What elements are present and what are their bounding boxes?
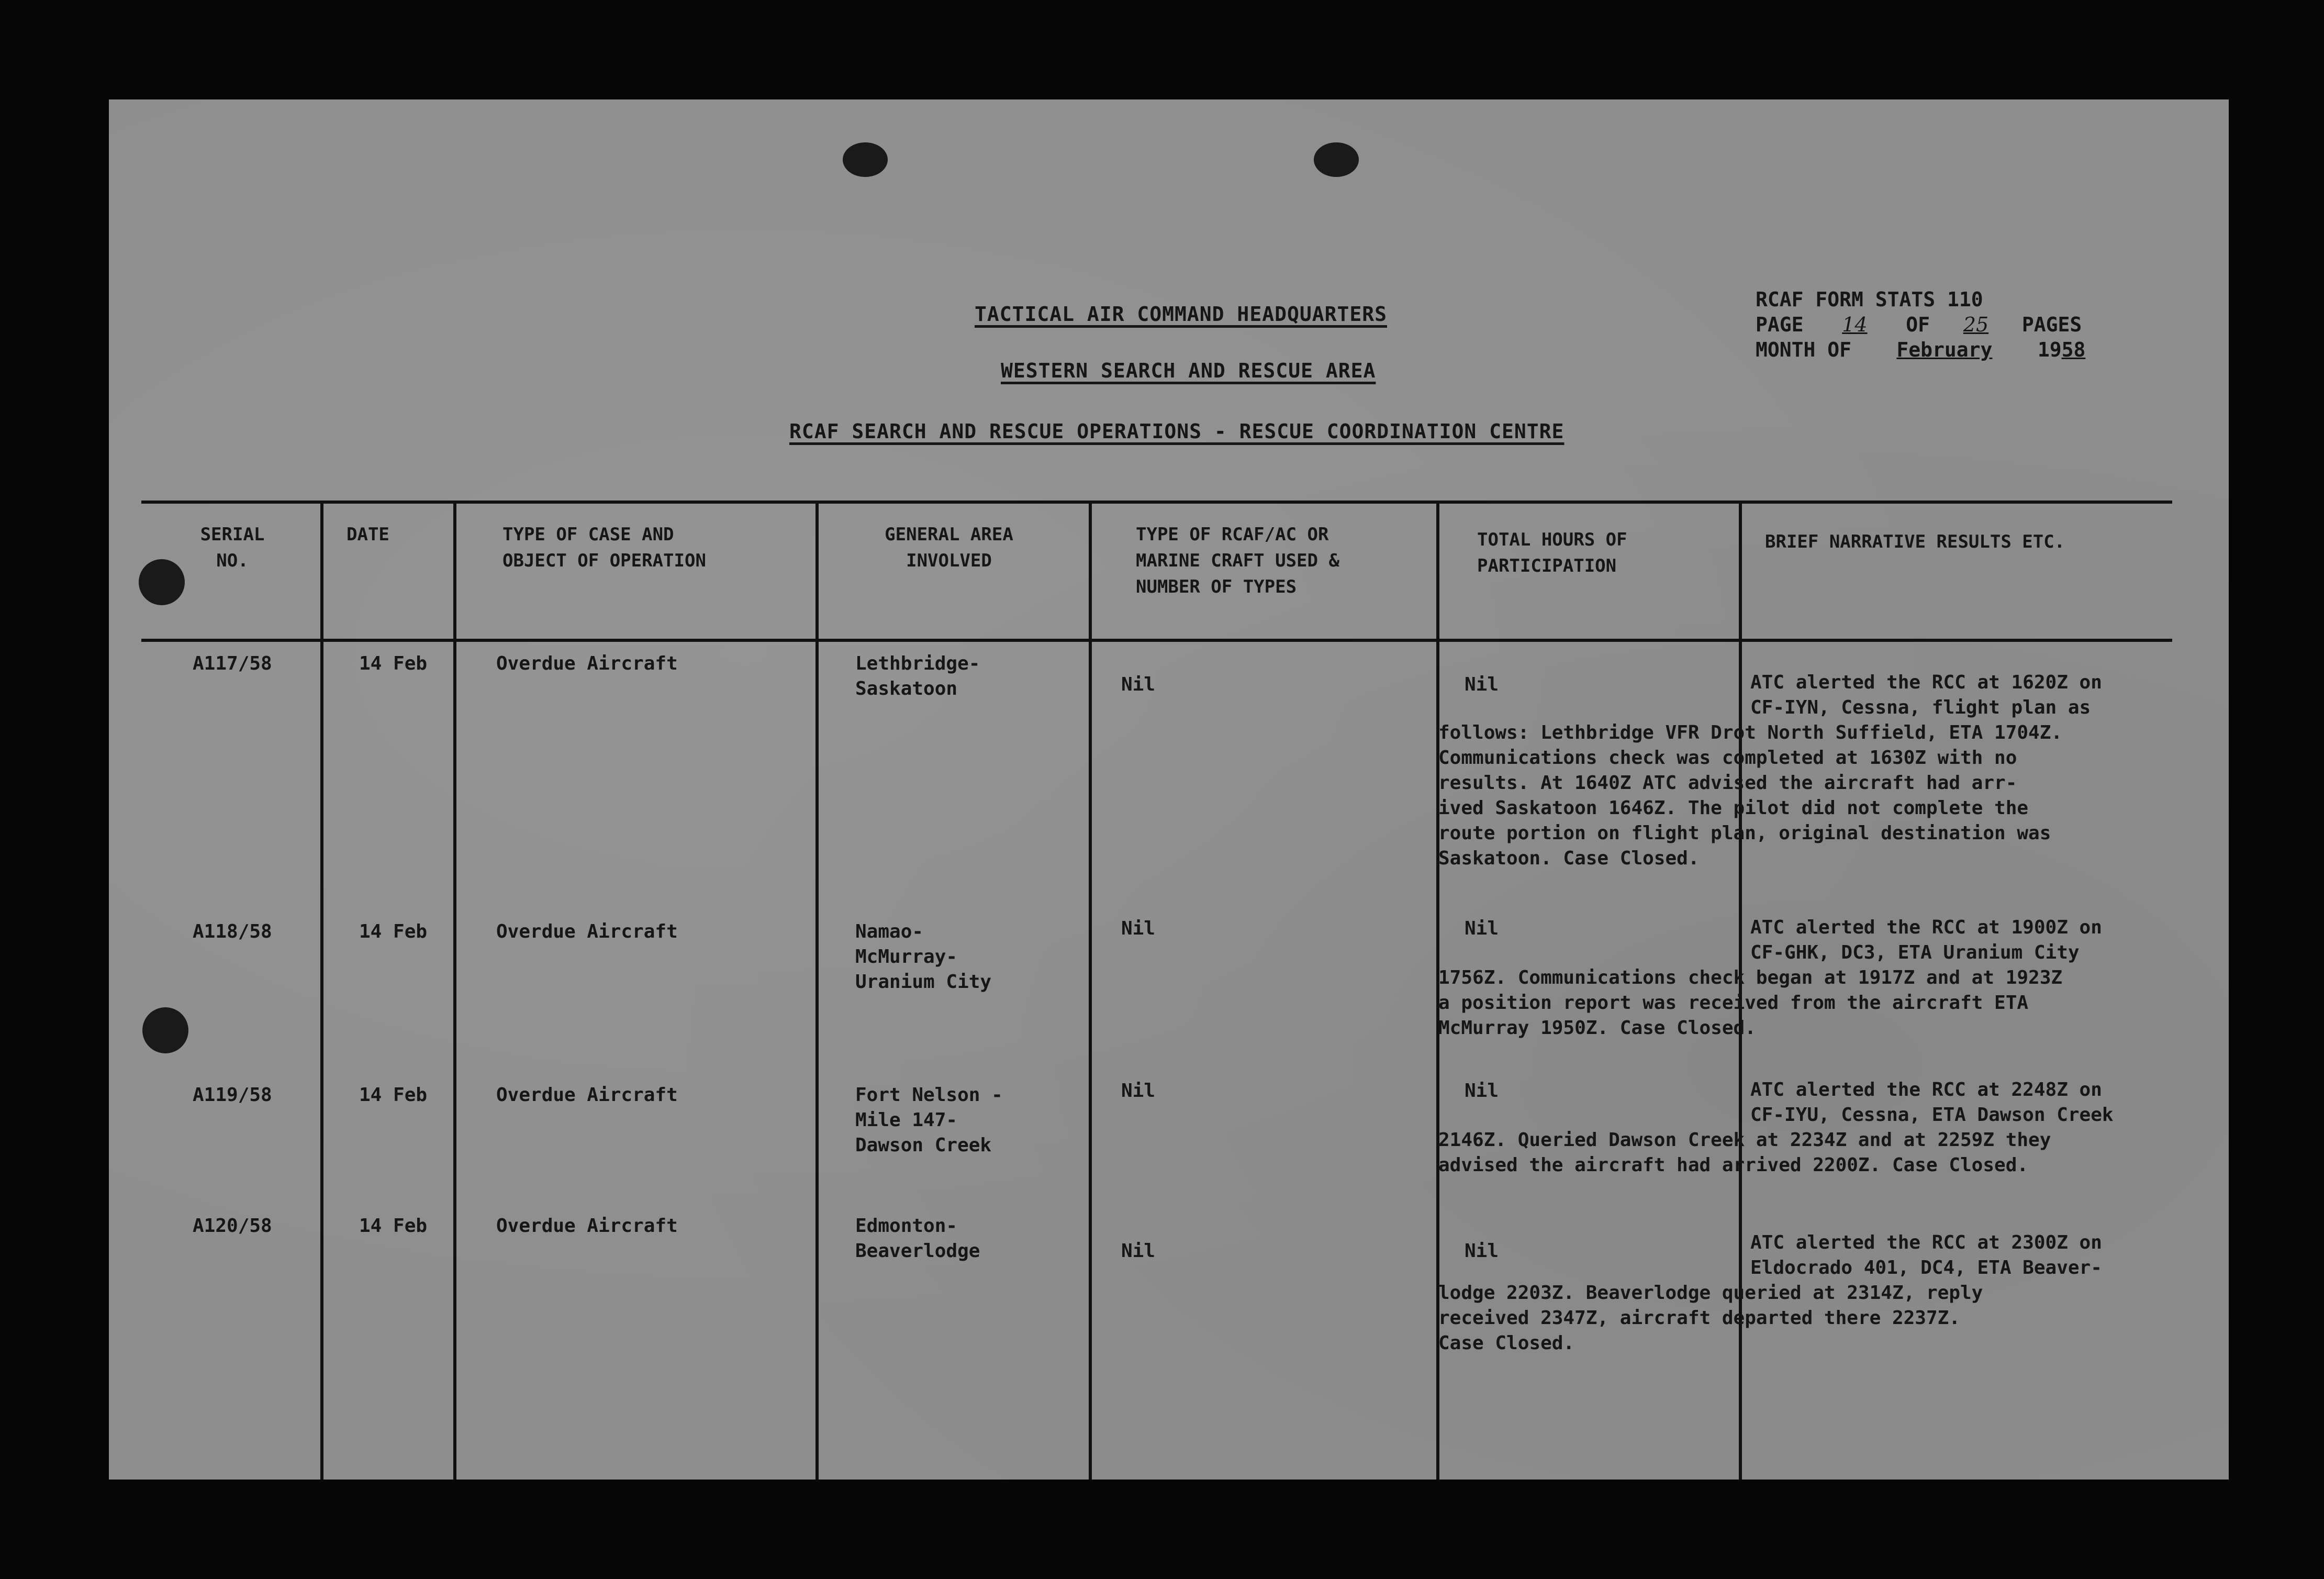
date: 14 Feb	[359, 1084, 428, 1106]
column-divider	[453, 501, 456, 1480]
narrative-head: ATC alerted the RCC at 2248Z on CF-IYU, Cessna, ETA Dawson Creek	[1750, 1079, 2114, 1126]
craft-used: Nil	[1121, 918, 1156, 939]
form-reference	[1756, 287, 2085, 362]
narrative-head: ATC alerted the RCC at 2300Z on Eldocrado 401, DC4, ETA Beaver-	[1750, 1232, 2102, 1278]
column-divider	[1089, 501, 1092, 1480]
punch-hole	[1314, 142, 1359, 177]
column-header-craft: TYPE OF RCAF/AC OR MARINE CRAFT USED & NUMBER OF TYPES	[1136, 524, 1339, 597]
column-header-date: DATE	[347, 524, 389, 545]
total-hours: Nil	[1465, 1240, 1499, 1262]
date: 14 Feb	[359, 921, 428, 942]
narrative-body: 1756Z. Communications check began at 1917Z and at 1923Z a position report was received from the aircraft ETA McMurray 1950Z. Case Closed.	[1438, 967, 2063, 1039]
page-count: PAGE 14 OF 25 PAGES	[1756, 313, 2082, 336]
serial-number: A120/58	[193, 1215, 272, 1237]
craft-used: Nil	[1121, 674, 1156, 695]
document-page	[109, 99, 2229, 1480]
case-type: Overdue Aircraft	[496, 1084, 678, 1106]
serial-number: A118/58	[193, 921, 272, 942]
column-header-case: TYPE OF CASE AND OBJECT OF OPERATION	[502, 524, 706, 571]
craft-used: Nil	[1121, 1080, 1156, 1102]
narrative-body: lodge 2203Z. Beaverlodge queried at 2314Z, reply received 2347Z, aircraft departed there 2237Z. Case Closed.	[1438, 1282, 1983, 1354]
column-divider	[815, 501, 819, 1480]
general-area: Fort Nelson - Mile 147- Dawson Creek	[855, 1084, 1003, 1156]
column-header-serial: SERIAL NO.	[200, 524, 265, 571]
craft-used: Nil	[1121, 1240, 1156, 1262]
page-number: 14	[1842, 313, 1868, 336]
serial-number: A119/58	[193, 1084, 272, 1106]
case-type: Overdue Aircraft	[496, 653, 678, 674]
month-value: February	[1896, 338, 1993, 361]
total-pages: 25	[1963, 313, 1989, 336]
narrative-body: follows: Lethbridge VFR Drot North Suffield, ETA 1704Z. Communications check was completed at 1630Z with no results. At 1640Z ATC advised the aircraft had arr- ived Saskatoon 1646Z. The pilot did not complete the route portion on flight plan, original destination was Saskatoon. Case Closed.	[1438, 722, 2063, 869]
date: 14 Feb	[359, 1215, 428, 1237]
punch-hole	[142, 1007, 188, 1053]
general-area: Lethbridge- Saskatoon	[855, 653, 980, 699]
general-area: Namao- McMurray- Uranium City	[855, 921, 992, 993]
total-hours: Nil	[1465, 674, 1499, 695]
column-header-narrative: BRIEF NARRATIVE RESULTS ETC.	[1765, 531, 2065, 552]
narrative-head: ATC alerted the RCC at 1900Z on CF-GHK, DC3, ETA Uranium City	[1750, 917, 2102, 963]
form-number: RCAF FORM STATS 110	[1756, 288, 1983, 311]
header-command: TACTICAL AIR COMMAND HEADQUARTERS	[975, 303, 1387, 326]
table-top-rule	[141, 501, 2172, 504]
narrative-head: ATC alerted the RCC at 1620Z on CF-IYN, Cessna, flight plan as	[1750, 672, 2102, 718]
case-type: Overdue Aircraft	[496, 921, 678, 942]
date: 14 Feb	[359, 653, 428, 674]
table-header-rule	[141, 639, 2172, 642]
column-header-hours: TOTAL HOURS OF PARTICIPATION	[1477, 529, 1627, 576]
general-area: Edmonton- Beaverlodge	[855, 1215, 980, 1262]
column-header-area: GENERAL AREA INVOLVED	[885, 524, 1013, 571]
column-divider	[320, 501, 323, 1480]
narrative-body: 2146Z. Queried Dawson Creek at 2234Z and at 2259Z they advised the aircraft had arrived 2200Z. Case Closed.	[1438, 1129, 2051, 1176]
year-value: 58	[2061, 338, 2086, 361]
header-area: WESTERN SEARCH AND RESCUE AREA	[1001, 359, 1376, 382]
case-type: Overdue Aircraft	[496, 1215, 678, 1237]
punch-hole	[843, 142, 888, 177]
month-line: MONTH OF February 1958	[1756, 338, 2086, 361]
total-hours: Nil	[1465, 1080, 1499, 1102]
total-hours: Nil	[1465, 918, 1499, 939]
header-operations: RCAF SEARCH AND RESCUE OPERATIONS - RESCUE COORDINATION CENTRE	[789, 420, 1565, 443]
serial-number: A117/58	[193, 653, 272, 674]
